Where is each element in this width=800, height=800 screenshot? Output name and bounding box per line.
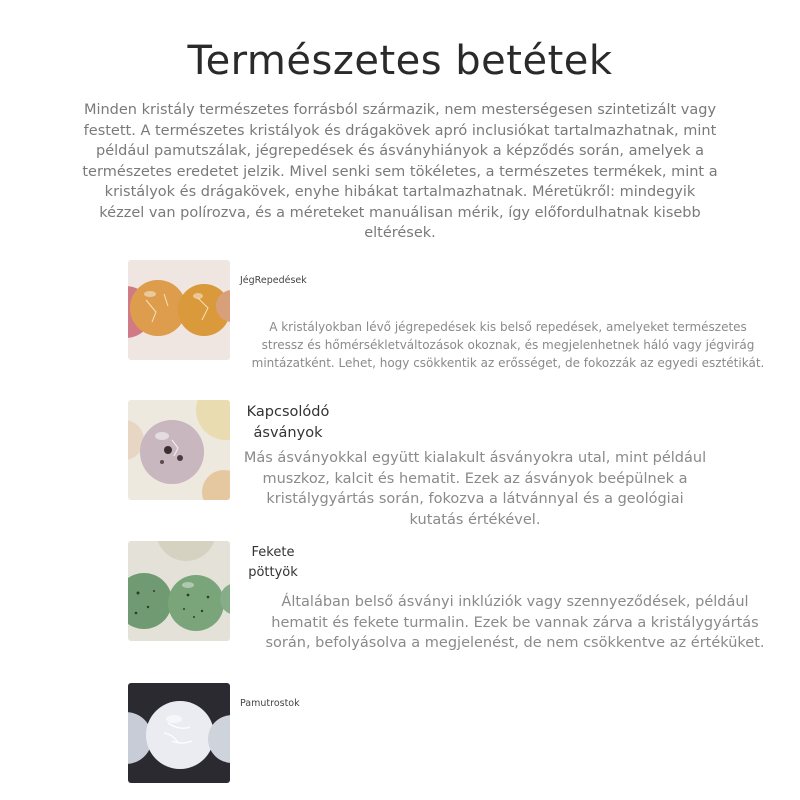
associated-minerals-image xyxy=(128,400,230,500)
cotton-fibers-image xyxy=(128,683,230,783)
item-description-black-dots: Általában belső ásványi inklúziók vagy szennyeződések, például hematit és fekete turmalin. Ezek be vannak zárva a kristálygyártás során, befolyásolva a megjelenést, de nem csökkentve az értéküket. xyxy=(265,594,765,651)
item-description-ice-cracks: A kristályokban lévő jégrepedések kis belső repedések, amelyeket természetes stressz és hőmérsékletváltozások okoznak, és megjelenhetnek háló vagy jégvirág mintázatként. Lehet, hogy csökkentik az erősséget, de fokozzák az egyedi esztétikát. xyxy=(251,320,765,370)
page-title: Természetes betétek xyxy=(187,38,613,84)
intro-text: Minden kristály természetes forrásból származik, nem mesterségesen szintetizált vagy festett. A természetes kristályok és drágakövek apró inclusiókat tartalmazhatnak, mint például pamutszálak, jégrepedések és ásványhiányok a képződés során, amelyek a természetes eredetet jelzik. Mivel senki sem tökéletes, a természetes termékek, mint a kristályok és drágakövek, enyhe hibákat tartalmazhatnak. Méretükről: mindegyik kézzel van polírozva, és a méreteket manuálisan mérik, így előfordulhatnak kisebb eltérések. xyxy=(82,102,718,241)
item-title-associated-minerals: Kapcsolódó ásványok xyxy=(246,404,330,441)
item-description-associated-minerals: Más ásványokkal együtt kialakult ásványokra utal, mint például muszkoz, kalcit és hematit. Ezek az ásványok beépülnek a kristálygyártás során, fokozva a látvánnyal és a geológiai kutatás értékével. xyxy=(243,450,707,528)
item-title-cotton-fibers: Pamutrostok xyxy=(240,698,300,709)
item-title-ice-cracks: JégRepedések xyxy=(240,275,307,286)
black-dots-image xyxy=(128,541,230,641)
ice-cracks-image xyxy=(128,260,230,360)
item-title-black-dots: Fekete pöttyök xyxy=(248,545,298,580)
